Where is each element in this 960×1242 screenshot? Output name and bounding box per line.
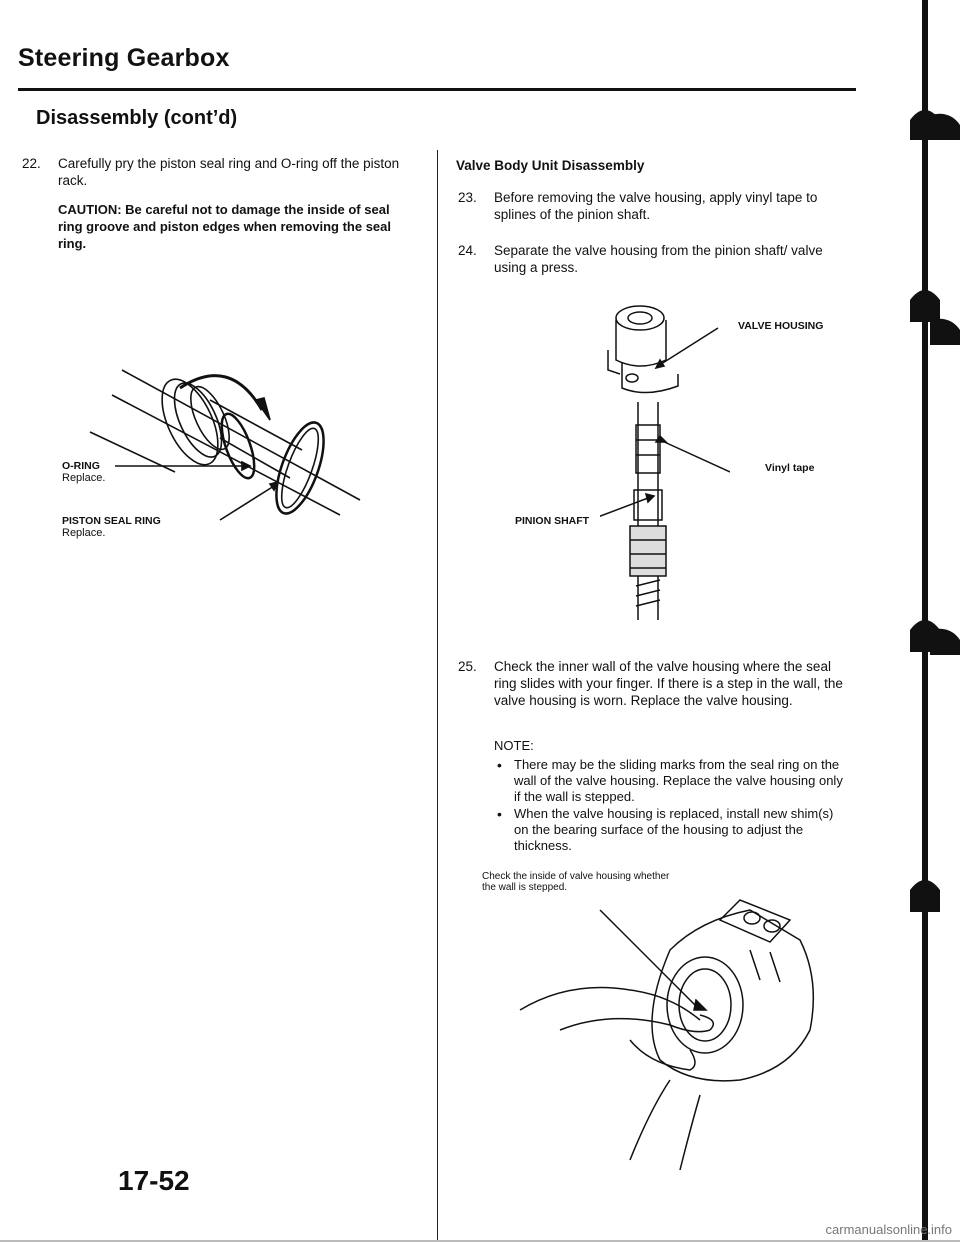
- step-text: Before removing the valve housing, apply vinyl tape to splines of the pinion shaft.: [494, 190, 818, 222]
- page-edge-tabs: [930, 95, 960, 895]
- step-number: 22.: [22, 156, 41, 171]
- step-24: [458, 242, 844, 276]
- title-rule: [18, 88, 856, 91]
- valve-housing-figure: [600, 290, 730, 640]
- section-title: Disassembly (cont’d): [36, 107, 238, 129]
- seal-ring-label: [62, 515, 161, 539]
- step-23: [458, 189, 844, 223]
- step-text: Check the inner wall of the valve housing where the seal ring slides with your finger. If there is a step in the wall, the valve housing is worn. Replace the valve housing.: [494, 659, 843, 708]
- step-22: [22, 155, 418, 189]
- note-item: • When the valve housing is replaced, install new shim(s) on the bearing surface of the housing to adjust the thickness.: [494, 806, 844, 854]
- step-text: Carefully pry the piston seal ring and O-ring off the piston rack.: [58, 156, 400, 188]
- step-number: 23.: [458, 190, 477, 205]
- seal-ring-sub-text: Replace.: [62, 527, 106, 539]
- vinyl-tape-label: Vinyl tape: [765, 462, 815, 474]
- seal-ring-label-text: PISTON SEAL RING: [62, 515, 161, 527]
- oring-sub-text: Replace.: [62, 472, 106, 484]
- note-list: [494, 757, 844, 855]
- oring-label-text: O-RING: [62, 460, 100, 472]
- sub-heading: Valve Body Unit Disassembly: [456, 158, 645, 173]
- note-heading: NOTE:: [494, 738, 534, 753]
- caution-text: CAUTION: Be careful not to damage the inside of seal ring groove and piston edges when removing the seal ring.: [58, 202, 392, 251]
- valve-housing-label: VALVE HOUSING: [738, 320, 824, 332]
- column-divider: [437, 150, 438, 1240]
- housing-inspection-figure: [500, 880, 830, 1170]
- oring-label: [62, 460, 105, 484]
- page-title: Steering Gearbox: [18, 44, 230, 72]
- figure-caption: Check the inside of valve housing whether the wall is stepped.: [482, 871, 670, 893]
- step-number: 24.: [458, 243, 477, 258]
- watermark: carmanualsonline.info: [825, 1222, 952, 1237]
- step-text: Separate the valve housing from the pinion shaft/ valve using a press.: [494, 243, 823, 275]
- page-number: 17-52: [118, 1165, 190, 1196]
- pinion-shaft-label: PINION SHAFT: [515, 515, 590, 527]
- step-number: 25.: [458, 659, 477, 674]
- step-25: [458, 658, 844, 709]
- note-item: • There may be the sliding marks from the seal ring on the wall of the valve housing. Replace the valve housing only if the wall is stepped.: [494, 757, 844, 805]
